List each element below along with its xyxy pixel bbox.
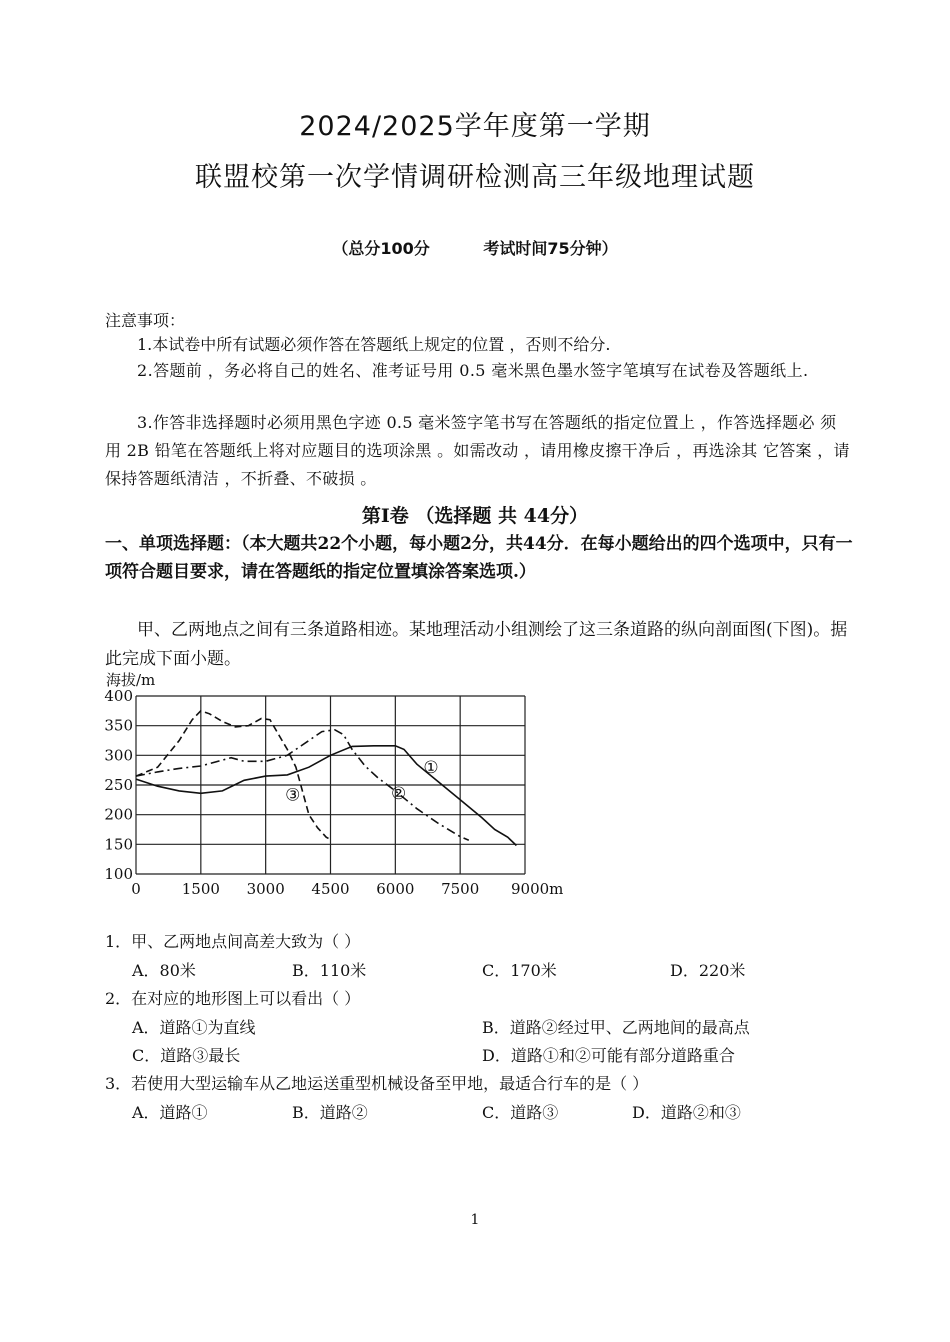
total-score: （总分100分 xyxy=(332,239,430,258)
series-label: ① xyxy=(423,758,439,779)
part-heading: 一、单项选择题：（本大题共22个小题，每小题2分，共44分．在每小题给出的四个选项中，只有一项符合题目要求，请在答题纸的指定位置填涂答案选项.） xyxy=(105,534,853,582)
question-stem: 甲、乙两地点之间有三条道路相迹。某地理活动小组测绘了这三条道路的纵向剖面图(下图)。据此完成下面小题。 xyxy=(105,620,848,669)
x-tick-label: 0 xyxy=(131,880,141,898)
page-number: 1 xyxy=(470,1212,480,1228)
x-tick-labels xyxy=(131,880,563,898)
chart-series xyxy=(136,711,516,846)
q3-option-d[interactable]: D．道路②和③ xyxy=(632,1103,741,1122)
q3-option-c[interactable]: C．道路③ xyxy=(482,1103,559,1122)
q1-option-a[interactable]: A．80米 xyxy=(132,961,196,980)
series-line-solid xyxy=(136,746,516,846)
q1-option-c[interactable]: C．170米 xyxy=(482,961,557,980)
section-title: 第Ⅰ卷 （选择题 共 44分） xyxy=(361,505,589,527)
x-tick-label: 6000 xyxy=(376,880,415,898)
y-tick-label: 200 xyxy=(104,805,133,824)
exam-title-line2: 联盟校第一次学情调研检测高三年级地理试题 xyxy=(195,162,755,193)
y-tick-label: 400 xyxy=(104,687,133,705)
q2-option-c[interactable]: C．道路③最长 xyxy=(132,1046,241,1065)
x-tick-label: 4500 xyxy=(311,880,350,898)
series-labels xyxy=(285,758,439,805)
q3-option-b[interactable]: B．道路② xyxy=(292,1103,368,1122)
y-tick-label: 350 xyxy=(104,716,133,735)
y-axis-label: 海拔/m xyxy=(106,671,156,689)
notice-item-2: 2.答题前 ，务必将自己的姓名、准考证号用 0.5 毫米黑色墨水签字笔填写在试卷及答题纸上. xyxy=(137,361,809,380)
q2-option-b[interactable]: B．道路②经过甲、乙两地间的最高点 xyxy=(482,1018,750,1037)
q1-option-d[interactable]: D．220米 xyxy=(670,961,746,980)
elevation-profile-chart xyxy=(100,668,570,900)
y-tick-label: 100 xyxy=(104,865,133,883)
y-tick-labels xyxy=(104,687,133,883)
q3-stem: 3．若使用大型运输车从乙地运送重型机械设备至甲地，最适合行车的是（ ） xyxy=(105,1074,649,1093)
x-tick-label: 7500 xyxy=(441,880,480,898)
series-label: ③ xyxy=(285,785,301,806)
q3-option-a[interactable]: A．道路① xyxy=(132,1103,208,1122)
q2-stem: 2．在对应的地形图上可以看出（ ） xyxy=(105,989,361,1008)
series-line-dashed xyxy=(136,711,331,840)
y-tick-label: 150 xyxy=(104,835,133,854)
q2-option-d[interactable]: D．道路①和②可能有部分道路重合 xyxy=(482,1046,735,1065)
x-tick-label: 9000m xyxy=(511,880,564,898)
series-label: ② xyxy=(391,784,407,805)
exam-title-line1: 2024/2025学年度第一学期 xyxy=(299,111,651,142)
q1-option-b[interactable]: B．110米 xyxy=(292,961,367,980)
y-tick-label: 250 xyxy=(104,776,133,794)
notice-item-1: 1.本试卷中所有试题必须作答在答题纸上规定的位置 ，否则不给分. xyxy=(137,335,611,354)
x-tick-label: 1500 xyxy=(181,880,220,898)
notice-item-3: 3.作答非选择题时必须用黑色字迹 0.5 毫米签字笔书写在答题纸的指定位置上 ，作答选择题必 须用 2B 铅笔在答题纸上将对应题目的选项涂黑 。如需改动 ，请用橡皮擦干净后 ，再选涂其 它答案 ，请保持答题纸清洁 ，不折叠、不破损 。 xyxy=(105,413,850,488)
notice-heading: 注意事项： xyxy=(105,311,186,330)
y-tick-label: 300 xyxy=(104,746,133,765)
exam-time: 考试时间75分钟） xyxy=(483,239,618,258)
q2-option-a[interactable]: A．道路①为直线 xyxy=(132,1018,256,1037)
q1-stem: 1．甲、乙两地点间高差大致为（ ） xyxy=(105,932,361,951)
chart-grid xyxy=(136,696,525,874)
x-tick-label: 3000 xyxy=(246,880,285,898)
exam-meta xyxy=(0,236,950,259)
